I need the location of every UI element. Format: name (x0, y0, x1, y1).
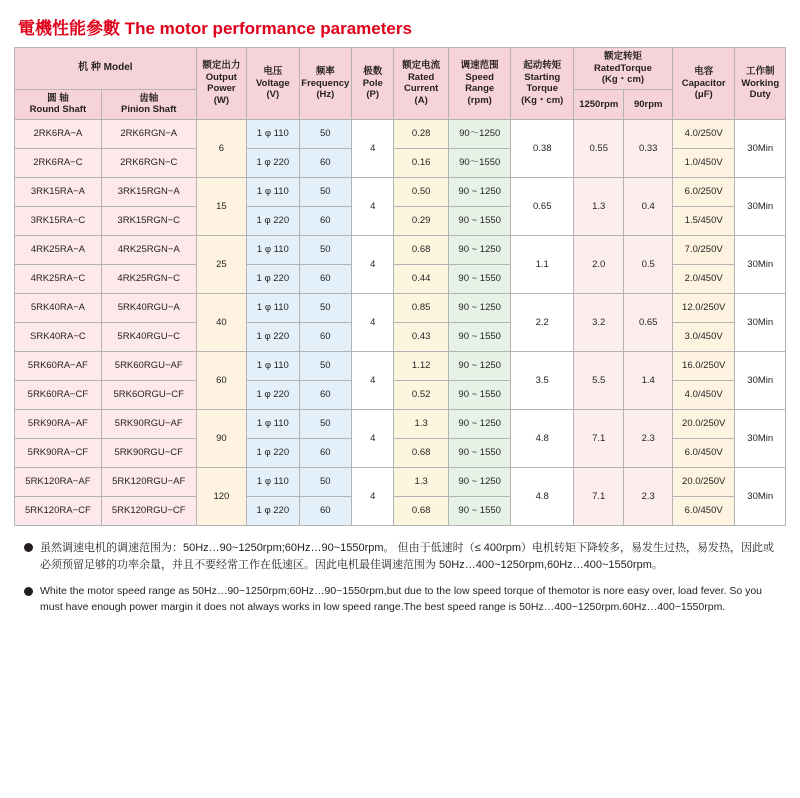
cell-starting-torque: 2.2 (511, 293, 574, 351)
cell-capacitor: 12.0/250V (672, 293, 735, 322)
cell-pole: 4 (352, 119, 394, 177)
cell-rated-current: 0.16 (394, 148, 448, 177)
cell-pole: 4 (352, 409, 394, 467)
cell-working-duty: 30Min (735, 293, 786, 351)
cell-rated-torque-1250: 1.3 (574, 177, 624, 235)
cell-frequency: 50 (299, 409, 351, 438)
table-row (15, 293, 786, 322)
cell-starting-torque: 4.8 (511, 409, 574, 467)
cell-voltage: 1 φ 220 (247, 322, 299, 351)
header-working-duty (735, 48, 786, 120)
note-en-text: White the motor speed range as 50Hz…90~1250rpm;60Hz…90~1550rpm,but due to the low speed torque of themotor is nore easy over, load fever. So you must have enough power margin it does not always works in low speed range.The best speed range is 50Hz…400~1250rpm.60Hz…400~1550rpm. (40, 584, 763, 613)
header-current-unit: (A) (414, 95, 428, 107)
table-row (15, 409, 786, 438)
cell-speed-range: 90 ~ 1550 (448, 496, 511, 525)
header-rated-torque-90: 90rpm (624, 89, 672, 119)
cell-frequency: 60 (299, 322, 351, 351)
header-output-power-en: Output (205, 71, 237, 83)
cell-pole: 4 (352, 351, 394, 409)
header-pole-unit: (P) (366, 89, 380, 101)
note-cn-text: 虽然调速电机的调速范围为：50Hz…90~1250rpm;60Hz…90~1550rpm。 但由于低速时（≤ 400rpm）电机转矩下降较多，易发生过热，易发热，因此或必须预留足够的功率余量，并且不要经常工作在低速区。因此电机最佳调速范围为 50Hz…400~1250rpm,60Hz…400~1550rpm。 (40, 541, 775, 571)
header-capacitor-unit: (μF) (694, 89, 713, 101)
cell-round-shaft: 5RK60RA−AF (15, 351, 102, 380)
cell-voltage: 1 φ 110 (247, 177, 299, 206)
note-en (24, 584, 780, 616)
header-output-power (196, 48, 246, 120)
cell-rated-current: 1.12 (394, 351, 448, 380)
header-output-power-unit: (W) (213, 95, 230, 107)
cell-round-shaft: 3RK15RA−A (15, 177, 102, 206)
cell-voltage: 1 φ 110 (247, 467, 299, 496)
bullet-icon (24, 543, 33, 552)
header-starting-unit: (Kg・cm) (521, 95, 564, 107)
cell-round-shaft: 5RK60RA−CF (15, 380, 102, 409)
cell-voltage: 1 φ 110 (247, 351, 299, 380)
header-capacitor-en: Capacitor (681, 77, 726, 89)
cell-capacitor: 16.0/250V (672, 351, 735, 380)
cell-pole: 4 (352, 235, 394, 293)
cell-capacitor: 1.0/450V (672, 148, 735, 177)
cell-frequency: 50 (299, 235, 351, 264)
table-body (15, 119, 786, 525)
motor-performance-table (14, 47, 786, 526)
cell-pinion-shaft: 5RK120RGU−AF (101, 467, 196, 496)
header-starting-cn: 起动转矩 (523, 60, 562, 72)
cell-rated-current: 0.68 (394, 438, 448, 467)
cell-capacitor: 6.0/450V (672, 496, 735, 525)
cell-pinion-shaft: 3RK15RGN−C (101, 206, 196, 235)
header-pinion-shaft-cn: 齿轴 (139, 92, 159, 104)
header-pole (352, 48, 394, 120)
cell-voltage: 1 φ 110 (247, 409, 299, 438)
cell-speed-range: 90 ~ 1550 (448, 264, 511, 293)
cell-working-duty: 30Min (735, 409, 786, 467)
header-pinion-shaft (101, 89, 196, 119)
header-voltage-unit: (V) (266, 89, 280, 101)
cell-pinion-shaft: 5RK90RGU−AF (101, 409, 196, 438)
cell-rated-torque-90: 0.33 (624, 119, 672, 177)
table-row (15, 119, 786, 148)
cell-pinion-shaft: 2RK6RGN−C (101, 148, 196, 177)
header-speed-range (448, 48, 511, 120)
cell-pole: 4 (352, 177, 394, 235)
header-pole-en: Pole (362, 77, 383, 89)
header-starting-torque (511, 48, 574, 120)
page-title: 電機性能參數 The motor performance parameters (18, 19, 412, 38)
cell-speed-range: 90 ~ 1250 (448, 177, 511, 206)
cell-rated-torque-1250: 0.55 (574, 119, 624, 177)
header-speed-cn: 调速范围 (460, 60, 499, 72)
notes-section (24, 540, 780, 616)
cell-pinion-shaft: 5RK90RGU−CF (101, 438, 196, 467)
header-duty-en: Working (741, 77, 780, 89)
header-speed-unit: (rpm) (467, 95, 492, 107)
cell-starting-torque: 1.1 (511, 235, 574, 293)
cell-rated-current: 0.52 (394, 380, 448, 409)
cell-speed-range: 90 ~ 1250 (448, 293, 511, 322)
cell-pinion-shaft: 5RK60RGU−AF (101, 351, 196, 380)
header-voltage-en: Voltage (256, 77, 290, 89)
header-capacitor (672, 48, 735, 120)
cell-rated-current: 0.44 (394, 264, 448, 293)
cell-round-shaft: 2RK6RA−C (15, 148, 102, 177)
cell-rated-torque-1250: 5.5 (574, 351, 624, 409)
cell-frequency: 60 (299, 148, 351, 177)
cell-voltage: 1 φ 220 (247, 380, 299, 409)
header-current-en: Rated (407, 71, 435, 83)
table-header (15, 48, 786, 120)
header-model-group: 机 种 Model (15, 48, 197, 90)
cell-rated-current: 1.3 (394, 467, 448, 496)
cell-round-shaft: 5RK90RA−CF (15, 438, 102, 467)
header-duty-cn: 工作制 (745, 66, 775, 78)
cell-rated-torque-90: 1.4 (624, 351, 672, 409)
header-speed-en: Speed (465, 71, 494, 83)
header-row-1 (15, 48, 786, 90)
cell-output-power: 40 (196, 293, 246, 351)
cell-frequency: 50 (299, 351, 351, 380)
cell-voltage: 1 φ 110 (247, 119, 299, 148)
cell-rated-current: 0.50 (394, 177, 448, 206)
cell-capacitor: 1.5/450V (672, 206, 735, 235)
cell-speed-range: 90 ~ 1550 (448, 322, 511, 351)
cell-speed-range: 90 ~ 1250 (448, 351, 511, 380)
cell-output-power: 60 (196, 351, 246, 409)
cell-starting-torque: 3.5 (511, 351, 574, 409)
bullet-icon (24, 587, 33, 596)
table-row (15, 467, 786, 496)
header-starting-en: Starting (524, 71, 561, 83)
cell-capacitor: 4.0/250V (672, 119, 735, 148)
cell-capacitor: 20.0/250V (672, 409, 735, 438)
cell-capacitor: 2.0/450V (672, 264, 735, 293)
cell-round-shaft: 5RK90RA−AF (15, 409, 102, 438)
header-rated-torque-cn: 额定转矩 (603, 51, 642, 62)
cell-pinion-shaft: 2RK6RGN−A (101, 119, 196, 148)
cell-output-power: 25 (196, 235, 246, 293)
cell-starting-torque: 4.8 (511, 467, 574, 525)
cell-rated-current: 0.28 (394, 119, 448, 148)
cell-starting-torque: 0.65 (511, 177, 574, 235)
table-row (15, 351, 786, 380)
cell-capacitor: 6.0/250V (672, 177, 735, 206)
cell-speed-range: 90 ~ 1250 (448, 409, 511, 438)
header-output-power-en2: Power (207, 83, 236, 95)
cell-rated-current: 0.29 (394, 206, 448, 235)
header-current-cn: 额定电流 (402, 60, 441, 72)
cell-pinion-shaft: 5RK40RGU−C (101, 322, 196, 351)
cell-starting-torque: 0.38 (511, 119, 574, 177)
cell-pole: 4 (352, 293, 394, 351)
cell-pinion-shaft: 5RK40RGU−A (101, 293, 196, 322)
cell-rated-torque-1250: 7.1 (574, 467, 624, 525)
cell-pole: 4 (352, 467, 394, 525)
cell-frequency: 60 (299, 380, 351, 409)
cell-output-power: 15 (196, 177, 246, 235)
cell-rated-torque-1250: 7.1 (574, 409, 624, 467)
cell-rated-current: 0.85 (394, 293, 448, 322)
table-row (15, 177, 786, 206)
header-frequency-unit: (Hz) (316, 89, 335, 101)
cell-rated-torque-90: 2.3 (624, 409, 672, 467)
cell-capacitor: 20.0/250V (672, 467, 735, 496)
cell-voltage: 1 φ 110 (247, 235, 299, 264)
cell-capacitor: 6.0/450V (672, 438, 735, 467)
header-rated-torque-1250: 1250rpm (574, 89, 624, 119)
cell-speed-range: 90～1550 (448, 148, 511, 177)
header-capacitor-cn: 电容 (694, 66, 714, 78)
cell-frequency: 50 (299, 119, 351, 148)
header-duty-en2: Duty (749, 89, 771, 101)
header-voltage (247, 48, 299, 120)
header-current-en2: Current (403, 83, 439, 95)
cell-round-shaft: 5RK120RA−AF (15, 467, 102, 496)
cell-voltage: 1 φ 220 (247, 206, 299, 235)
cell-frequency: 60 (299, 496, 351, 525)
cell-frequency: 50 (299, 467, 351, 496)
cell-rated-torque-1250: 2.0 (574, 235, 624, 293)
cell-voltage: 1 φ 220 (247, 264, 299, 293)
cell-voltage: 1 φ 110 (247, 293, 299, 322)
cell-speed-range: 90 ~ 1550 (448, 438, 511, 467)
cell-rated-current: 0.68 (394, 235, 448, 264)
header-starting-en2: Torque (526, 83, 558, 95)
note-cn (24, 540, 780, 574)
cell-frequency: 50 (299, 177, 351, 206)
header-speed-en2: Range (465, 83, 495, 95)
cell-frequency: 50 (299, 293, 351, 322)
header-round-shaft-cn: 圆 轴 (47, 92, 69, 104)
cell-voltage: 1 φ 220 (247, 148, 299, 177)
header-rated-torque-group (574, 48, 673, 90)
header-round-shaft (15, 89, 102, 119)
header-output-power-cn: 额定出力 (202, 60, 241, 72)
header-frequency-en: Frequency (301, 77, 350, 89)
cell-rated-current: 0.43 (394, 322, 448, 351)
cell-rated-current: 1.3 (394, 409, 448, 438)
cell-round-shaft: 4RK25RA−A (15, 235, 102, 264)
cell-output-power: 90 (196, 409, 246, 467)
cell-rated-torque-90: 2.3 (624, 467, 672, 525)
cell-working-duty: 30Min (735, 119, 786, 177)
cell-speed-range: 90～1250 (448, 119, 511, 148)
cell-voltage: 1 φ 220 (247, 438, 299, 467)
table-row (15, 235, 786, 264)
cell-speed-range: 90 ~ 1250 (448, 467, 511, 496)
cell-pinion-shaft: 5RK120RGU−CF (101, 496, 196, 525)
cell-round-shaft: SRK40RA−C (15, 322, 102, 351)
cell-round-shaft: 4RK25RA−C (15, 264, 102, 293)
cell-round-shaft: 2RK6RA−A (15, 119, 102, 148)
header-frequency-cn: 频率 (315, 66, 335, 78)
header-pole-cn: 极数 (363, 66, 383, 78)
cell-rated-torque-90: 0.5 (624, 235, 672, 293)
cell-frequency: 60 (299, 264, 351, 293)
cell-rated-current: 0.68 (394, 496, 448, 525)
header-voltage-cn: 电压 (263, 66, 283, 78)
cell-output-power: 120 (196, 467, 246, 525)
cell-round-shaft: 5RK120RA−CF (15, 496, 102, 525)
cell-frequency: 60 (299, 438, 351, 467)
header-pinion-shaft-en: Pinion Shaft (121, 104, 177, 116)
cell-output-power: 6 (196, 119, 246, 177)
cell-capacitor: 7.0/250V (672, 235, 735, 264)
cell-round-shaft: 3RK15RA−C (15, 206, 102, 235)
cell-working-duty: 30Min (735, 467, 786, 525)
cell-pinion-shaft: 5RK6ORGU−CF (101, 380, 196, 409)
cell-working-duty: 30Min (735, 177, 786, 235)
header-rated-torque-unit: (Kg・cm) (601, 74, 645, 86)
cell-voltage: 1 φ 220 (247, 496, 299, 525)
cell-pinion-shaft: 4RK25RGN−C (101, 264, 196, 293)
cell-rated-torque-1250: 3.2 (574, 293, 624, 351)
cell-frequency: 60 (299, 206, 351, 235)
cell-speed-range: 90 ~ 1550 (448, 380, 511, 409)
header-rated-torque-en: RatedTorque (594, 62, 652, 74)
header-round-shaft-en: Round Shaft (29, 104, 87, 116)
cell-speed-range: 90 ~ 1250 (448, 235, 511, 264)
cell-rated-torque-90: 0.65 (624, 293, 672, 351)
header-rated-current (394, 48, 448, 120)
cell-pinion-shaft: 4RK25RGN−A (101, 235, 196, 264)
header-frequency (299, 48, 351, 120)
cell-working-duty: 30Min (735, 351, 786, 409)
cell-speed-range: 90 ~ 1550 (448, 206, 511, 235)
cell-rated-torque-90: 0.4 (624, 177, 672, 235)
cell-round-shaft: 5RK40RA−A (15, 293, 102, 322)
cell-working-duty: 30Min (735, 235, 786, 293)
cell-capacitor: 3.0/450V (672, 322, 735, 351)
cell-capacitor: 4.0/450V (672, 380, 735, 409)
cell-pinion-shaft: 3RK15RGN−A (101, 177, 196, 206)
